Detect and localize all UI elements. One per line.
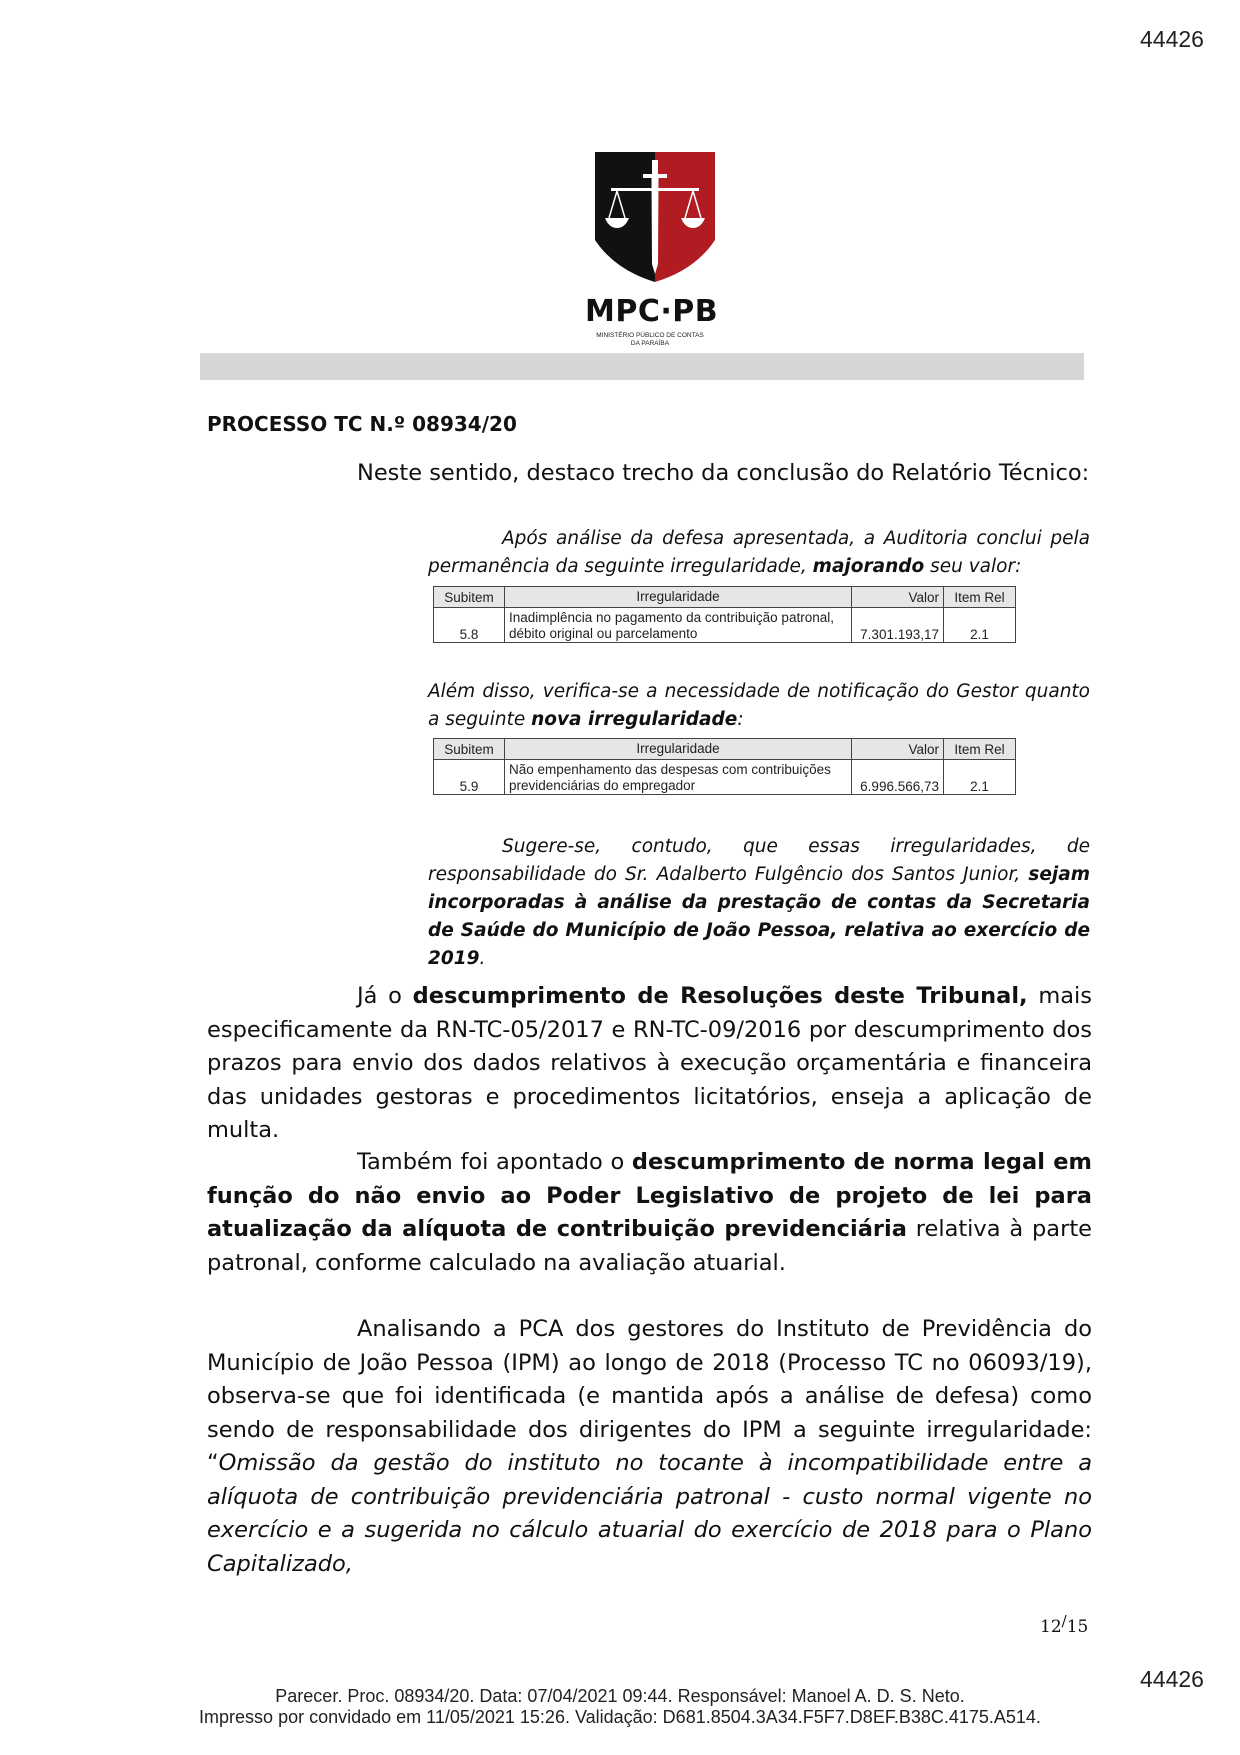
table-header-cell: Subitem: [434, 739, 505, 760]
para1-bold: descumprimento de Resoluções deste Tribunal,: [412, 983, 1028, 1009]
quote-paragraph-1: [428, 525, 1090, 581]
table-header-cell: Valor: [852, 739, 944, 760]
table-cell-irregularity: Inadimplência no pagamento da contribuição patronal, débito original ou parcelamento: [505, 608, 852, 643]
document-number-bottom: 44426: [1140, 1666, 1204, 1692]
table-cell-irregularity: Não empenhamento das despesas com contribuições previdenciárias do empregador: [505, 760, 852, 795]
table-header-cell: Item Rel: [944, 739, 1016, 760]
quote1-text-a: Após análise da defesa apresentada, a Auditoria conclui pela permanência da seguinte irregularidade,: [428, 528, 1090, 577]
table-header-cell: Irregularidade: [505, 739, 852, 760]
page-number: 12/15: [1040, 1612, 1089, 1637]
para2-text-a: Também foi apontado o: [357, 1149, 632, 1175]
body-paragraph-2: [207, 1146, 1092, 1280]
table-header-row: [434, 739, 1016, 760]
document-number-top: 44426: [1140, 26, 1204, 52]
quote-paragraph-2: [428, 678, 1090, 734]
page-total: 15: [1066, 1617, 1089, 1637]
table-header-row: [434, 587, 1016, 608]
logo-subtitle-line1: MINISTÉRIO PÚBLICO DE CONTAS: [596, 332, 704, 339]
table-header-cell: Item Rel: [944, 587, 1016, 608]
page-current: 12: [1040, 1617, 1062, 1637]
table-header-cell: Subitem: [434, 587, 505, 608]
para1-text-b: mais especificamente da RN-TC-05/2017 e RN-TC-09/2016 por descumprimento dos prazos para envio dos dados relativos à execução orçamentária e financeira das unidades gestoras e procedimentos licitatórios, enseja a aplicação de multa.: [207, 983, 1092, 1143]
table-row: [434, 608, 1016, 643]
logo-subtitle-line2: DA PARAÍBA: [630, 340, 670, 347]
quote2-text-a: Além disso, verifica-se a necessidade de notificação do Gestor quanto a seguinte: [428, 681, 1090, 730]
quote2-bold: nova irregularidade: [531, 709, 738, 730]
quote2-text-b: :: [737, 709, 744, 730]
quote1-text-b: seu valor:: [924, 556, 1022, 577]
table-cell-subitem: 5.8: [434, 608, 505, 643]
para3-italic: Omissão da gestão do instituto no tocante à incompatibilidade entre a alíquota de contribuição previdenciária patronal - custo normal vigente no exercício e a sugerida no cálculo atuarial do exercício de 2018 para o Plano Capitalizado,: [207, 1450, 1092, 1577]
logo-title: MPC·PB: [585, 294, 719, 329]
irregularity-table-1: [433, 586, 1016, 643]
footer-line-2: Impresso por convidado em 11/05/2021 15:26. Validação: D681.8504.3A34.F5F7.D8EF.B38C.4175.A514.: [199, 1707, 1041, 1727]
table-cell-item-rel: 2.1: [944, 760, 1016, 795]
table-cell-item-rel: 2.1: [944, 608, 1016, 643]
header-divider-bar: [200, 353, 1084, 380]
para2-bold: descumprimento de norma legal em função do não envio ao Poder Legislativo de projeto de lei para atualização da alíquota de contribuição previdenciária: [207, 1149, 1092, 1242]
table-header-cell: Irregularidade: [505, 587, 852, 608]
body-paragraph-3: [207, 1313, 1092, 1581]
para3-text-a: Analisando a PCA dos gestores do Instituto de Previdência do Município de João Pessoa (IPM) ao longo de 2018 (Processo TC no 06093/19), observa-se que foi identificada (e mantida após a análise de defesa) como sendo de responsabilidade dos dirigentes do IPM a seguinte irregularidade: “: [207, 1316, 1092, 1476]
para1-text-a: Já o: [357, 983, 413, 1009]
process-title: PROCESSO TC N.º 08934/20: [207, 412, 517, 436]
body-paragraph-1: [207, 980, 1092, 1148]
intro-sentence: Neste sentido, destaco trecho da conclusão do Relatório Técnico:: [357, 460, 1090, 486]
para2-text-b: relativa à parte patronal, conforme calculado na avaliação atuarial.: [207, 1216, 1092, 1276]
table-cell-subitem: 5.9: [434, 760, 505, 795]
table-cell-value: 6.996.566,73: [852, 760, 944, 795]
table-header-cell: Valor: [852, 587, 944, 608]
quote1-bold: majorando: [812, 556, 925, 577]
quote3-text-a: Sugere-se, contudo, que essas irregularidades, de responsabilidade do Sr. Adalberto Fulgêncio dos Santos Junior,: [428, 836, 1090, 885]
quote3-text-b: .: [479, 948, 486, 969]
quote3-bold: sejam incorporadas à análise da prestação de contas da Secretaria de Saúde do Município de João Pessoa, relativa ao exercício de 2019: [428, 864, 1090, 969]
irregularity-table-2: [433, 738, 1016, 795]
footer-line-1: Parecer. Proc. 08934/20. Data: 07/04/2021 09:44. Responsável: Manoel A. D. S. Neto.: [275, 1686, 965, 1706]
quote-paragraph-3: [428, 833, 1090, 973]
table-cell-value: 7.301.193,17: [852, 608, 944, 643]
table-row: [434, 760, 1016, 795]
